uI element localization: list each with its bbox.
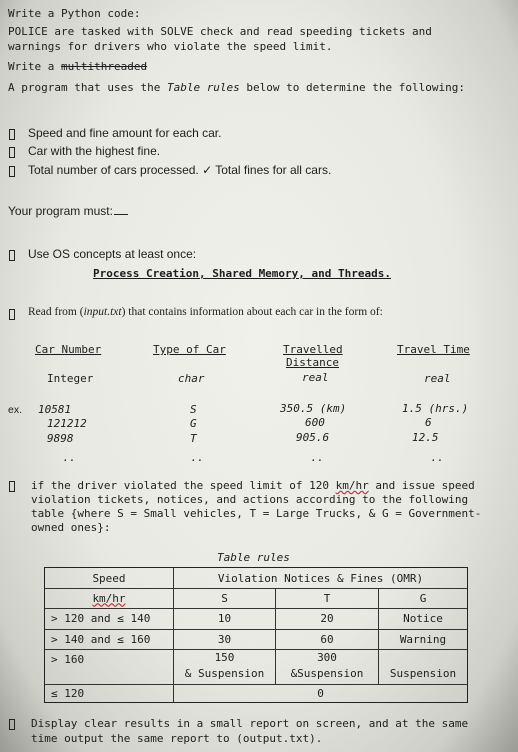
underline-blank (114, 214, 128, 215)
col-header-type-of-car: Type of Car (153, 343, 226, 356)
time-cell: 12.5 (412, 431, 439, 444)
bullet-box (9, 166, 15, 177)
type-real-time: real (424, 372, 451, 385)
program-line (8, 80, 465, 95)
program-must-text: Your program must: (8, 204, 113, 218)
multithreaded-word: multithreaded (60, 60, 148, 73)
fine-g-cell: Notice (403, 612, 443, 625)
violation-text-pre: if the driver violated the speed limit of 120 (31, 479, 336, 492)
bullet-box (9, 481, 15, 492)
os-concepts-line: Use OS concepts at least once: (28, 247, 197, 261)
bullet-box (9, 147, 15, 158)
bullet-box (9, 129, 15, 140)
time-cell: 1.5 (hrs.) (402, 402, 469, 415)
fine-t-cell: 20 (320, 612, 334, 625)
table-rules-title: Table rules (217, 551, 290, 564)
speed-range-cell: > 120 and ≤ 140 (51, 612, 151, 625)
fine-t-extra: &Suspension (290, 667, 364, 680)
col-header-distance: Distance (286, 356, 339, 369)
program-suffix: below to determine the following: (239, 81, 465, 94)
car-type-cell: G (190, 417, 197, 430)
example-label: ex. (8, 404, 23, 416)
time-cell: 6 (425, 416, 432, 429)
requirement-highest-fine: Car with the highest fine. (28, 144, 161, 158)
multithreaded-prefix: Write a (8, 60, 61, 73)
car-number-cell: 10581 (38, 403, 72, 416)
car-number-cell: 9898 (47, 432, 74, 445)
fine-t-cell: 60 (320, 632, 334, 646)
violation-unit: km/hr (335, 479, 369, 492)
distance-cell: 905.6 (296, 431, 330, 444)
requirement-totals: Total number of cars processed. ✓ Total fines for all cars. (28, 163, 332, 177)
speed-range-cell: > 140 and ≤ 160 (51, 632, 151, 646)
ellipsis-cell: .. (430, 451, 444, 464)
distance-cell: 600 (305, 416, 325, 429)
col-header-g: G (419, 591, 427, 605)
program-must-line (8, 204, 128, 219)
display-text-line-2: time output the same report to (output.txt). (31, 732, 323, 745)
violation-text-post: and issue speed (368, 479, 475, 492)
distance-cell: 350.5 (km) (280, 402, 347, 415)
col-header-travelled: Travelled (283, 343, 343, 356)
speed-header: Speed (92, 571, 126, 585)
violation-text-line-1 (31, 478, 475, 493)
speed-unit (45, 588, 173, 608)
notices-header: Violation Notices & Fines (OMR) (217, 571, 424, 585)
car-type-cell: T (190, 432, 197, 445)
heading-line: Write a Python code: (8, 7, 141, 20)
read-input-line (28, 305, 383, 320)
col-header-travel-time: Travel Time (397, 343, 470, 356)
col-header-s: S (221, 591, 228, 605)
type-integer: Integer (47, 372, 94, 385)
ellipsis-cell: .. (190, 451, 204, 464)
fine-s-cell: 30 (217, 632, 232, 646)
table-rules-ref: Table rules (166, 81, 240, 94)
fine-s-cell: 10 (217, 612, 232, 625)
read-input-suffix: ) that contains information about each car in the form of: (121, 306, 383, 318)
car-type-cell: S (190, 403, 197, 416)
input-filename: input.txt (83, 306, 122, 318)
violation-text-line-4: owned ones}: (31, 521, 111, 534)
col-header-car-number: Car Number (35, 343, 102, 356)
multithreaded-line (8, 59, 147, 74)
violation-text-line-2: violation tickets, notices, and actions according to the following (31, 493, 469, 506)
ellipsis-cell: .. (62, 451, 76, 464)
fine-g-cell: Warning (399, 632, 447, 646)
fine-s-extra: & Suspension (184, 667, 265, 680)
no-fine-cell: 0 (317, 686, 324, 700)
speed-range-cell: > 160 (51, 652, 85, 666)
requirement-speed-fine: Speed and fine amount for each car. (28, 126, 222, 140)
program-prefix: A program that uses the (8, 81, 167, 94)
speed-unit-text: km/hr (92, 591, 126, 605)
fine-s-cell: 150 (214, 651, 235, 664)
read-input-prefix: Read from ( (28, 306, 84, 318)
intro-line-1: POLICE are tasked with SOLVE check and read speeding tickets and (8, 25, 432, 38)
type-real-distance: real (302, 371, 329, 384)
violation-text-line-3: table {where S = Small vehicles, T = Large Trucks, & G = Government- (31, 507, 482, 520)
display-text-line-1: Display clear results in a small report on screen, and at the same (31, 717, 469, 730)
intro-line-2: warnings for drivers who violate the speed limit. (8, 40, 333, 53)
type-char: char (178, 372, 205, 385)
fine-g-cell: Suspension (389, 666, 457, 680)
bullet-box (9, 719, 15, 730)
fine-t-cell: 300 (317, 651, 337, 664)
rules-table (44, 567, 468, 703)
bullet-box (9, 250, 15, 261)
speed-range-cell: ≤ 120 (51, 686, 85, 700)
os-concepts-list: Process Creation, Shared Memory, and Threads. (93, 267, 392, 280)
ellipsis-cell: .. (310, 451, 324, 464)
bullet-box (9, 309, 15, 320)
car-number-cell: 121212 (47, 417, 87, 430)
col-header-t: T (323, 591, 331, 605)
